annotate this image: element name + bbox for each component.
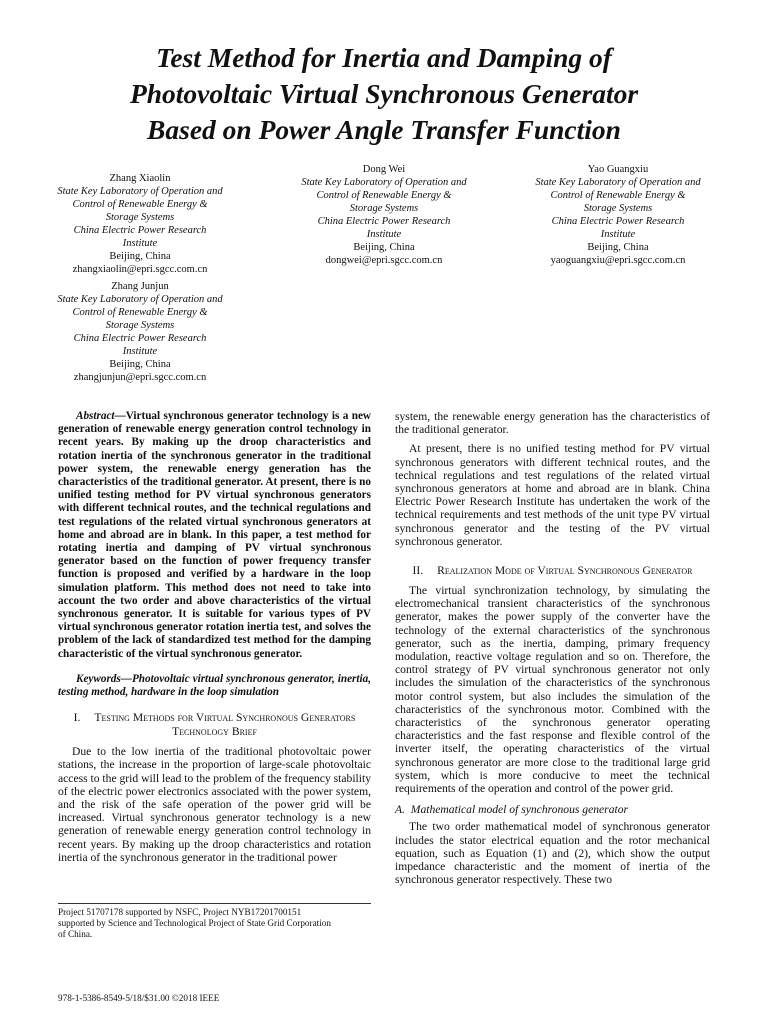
keywords-text: —Photovoltaic virtual synchronous generator, inertia, testing method, hardware in the loop simulation <box>58 672 371 699</box>
author-affiliation: China Electric Power Research <box>317 216 451 227</box>
author-affiliation: State Key Laboratory of Operation and <box>535 177 701 188</box>
author-name: Zhang Xiaolin <box>109 173 171 184</box>
left-column <box>58 410 371 870</box>
author-affiliation: Control of Renewable Energy & <box>72 199 208 210</box>
body-paragraph: system, the renewable energy generation has the characteristics of the traditional generator. <box>395 410 710 437</box>
author-city: Beijing, China <box>587 242 649 253</box>
keywords <box>58 673 371 699</box>
author-email: dongwei@epri.sgcc.com.cn <box>325 255 443 266</box>
author-city: Beijing, China <box>109 359 171 370</box>
body-paragraph: The two order mathematical model of synchronous generator includes the stator electrical equation and the rotor mechanical equation, such as Equation (1) and (2), which show the output impedance characteristic and the moment of inertia of the synchronous generator respectively. These two <box>395 820 710 887</box>
author-affiliation: Storage Systems <box>583 203 653 214</box>
subsection-label: A. <box>395 803 405 817</box>
body-paragraph: Due to the low inertia of the traditional photovoltaic power stations, the increase in the proportion of large-scale photovoltaic access to the grid will lead to the problem of the frequency stability of the electric power electronics associated with the power system, and the risk of the safe operation of the power grid will be increased. Virtual synchronous generator technology is a new generation of renewable energy generation control technology in recent years. By making up the droop characteristics and rotation inertia of the synchronous generator in the traditional power <box>58 745 371 864</box>
title-line-1: Test Method for Inertia and Damping of <box>156 42 612 73</box>
author-affiliation: Control of Renewable Energy & <box>316 190 452 201</box>
keywords-label: Keywords <box>76 672 121 685</box>
title-line-2: Photovoltaic Virtual Synchronous Generator <box>129 78 639 109</box>
section-number: I. <box>73 711 81 725</box>
copyright-line: 978-1-5386-8549-5/18/$31.00 ©2018 IEEE <box>58 993 220 1003</box>
abstract <box>58 410 371 661</box>
author-affiliation: Control of Renewable Energy & <box>72 307 208 318</box>
section-title: Realization Mode of Virtual Synchronous Generator <box>437 564 693 578</box>
subsection-title: Mathematical model of synchronous generator <box>410 803 629 817</box>
abstract-text: —Virtual synchronous generator technology is a new generation of renewable energy generation control technology in recent years. By making up the droop characteristics and rotation inertia of the synchronous generator in the traditional power system, the renewable energy generation has the characteristics of the traditional generator. At present, there is no unified testing method for PV virtual synchronous generators with different technical routes, and the technical regulations and test regulations of the related virtual synchronous generators at home and abroad are in blank. In this paper, a test method for rotating inertia and damping of PV virtual synchronous generator based on the function of power frequency transfer function is proposed and verified by a hardware in the loop simulation platform. This method does not need to take into account the two order and above characteristics of the virtual synchronous generator. It is suitable for various types of PV virtual synchronous generator rotation inertia test, and solves the problem of the lack of standardized test method for the damping characteristic of the virtual synchronous generator. <box>58 410 371 660</box>
body-paragraph: The virtual synchronization technology, by simulating the electromechanical transient characteristics of the synchronous generator, makes the power supply of the converter have the technology of the external characteristics of the synchronous generator, such as the inertia, damping, primary frequency modulation, reactive voltage regulation and so on. Therefore, the control strategy of PV virtual synchronous generator not only includes the simulation of the characteristics of the synchronous motor control system, but also includes the simulation of the characteristics of the synchronous motor. Combined with the characteristics of the synchronous generator operating characteristics and the fast response and flexible control of the inverter itself, the operating characteristics of the virtual synchronous generator are more close to the traditional large grid system, which is more conducive to meet the technical requirements of the operation and control of the power grid. <box>395 584 710 796</box>
section-heading <box>395 564 710 578</box>
author-block <box>30 172 250 276</box>
author-email: yaoguangxiu@epri.sgcc.com.cn <box>550 255 686 266</box>
author-email: zhangxiaolin@epri.sgcc.com.cn <box>72 264 208 275</box>
body-paragraph: At present, there is no unified testing method for PV virtual synchronous generators with different technical routes, and the technical regulations and test regulations of the related virtual synchronous generators at home and abroad are in blank. China Electric Power Research Institute has undertaken the work of the technical requirements and test methods of the unit type PV virtual synchronous generator and the testing of the PV virtual synchronous generator. <box>395 442 710 548</box>
abstract-label: Abstract <box>76 410 115 422</box>
footnote-line: Project 51707178 supported by NSFC, Project NYB17201700151 <box>58 907 302 917</box>
author-email: zhangjunjun@epri.sgcc.com.cn <box>73 372 207 383</box>
author-affiliation: China Electric Power Research <box>551 216 685 227</box>
author-affiliation: Institute <box>122 346 158 357</box>
author-block <box>508 163 728 267</box>
author-name: Yao Guangxiu <box>587 164 649 175</box>
section-title: Testing Methods for Virtual Synchronous Generators Technology Brief <box>94 711 356 739</box>
author-city: Beijing, China <box>353 242 415 253</box>
author-affiliation: China Electric Power Research <box>73 225 207 236</box>
author-block <box>30 280 250 384</box>
author-affiliation: Control of Renewable Energy & <box>550 190 686 201</box>
author-affiliation: Institute <box>122 238 158 249</box>
footnote-line: of China. <box>58 929 93 939</box>
author-affiliation: State Key Laboratory of Operation and <box>301 177 467 188</box>
paper-title <box>40 40 728 148</box>
author-affiliation: Institute <box>600 229 636 240</box>
subsection-heading <box>395 803 710 816</box>
author-name: Dong Wei <box>362 164 406 175</box>
author-city: Beijing, China <box>109 251 171 262</box>
author-affiliation: State Key Laboratory of Operation and <box>57 186 223 197</box>
author-affiliation: State Key Laboratory of Operation and <box>57 294 223 305</box>
author-affiliation: Storage Systems <box>105 212 175 223</box>
section-heading <box>58 711 371 739</box>
right-column <box>395 410 710 893</box>
author-affiliation: Institute <box>366 229 402 240</box>
footnote-line: supported by Science and Technological Project of State Grid Corporation <box>58 918 331 928</box>
author-block <box>274 163 494 267</box>
author-affiliation: Storage Systems <box>105 320 175 331</box>
author-name: Zhang Junjun <box>111 281 169 292</box>
title-line-3: Based on Power Angle Transfer Function <box>147 114 621 145</box>
author-affiliation: Storage Systems <box>349 203 419 214</box>
section-number: II. <box>412 564 424 578</box>
author-affiliation: China Electric Power Research <box>73 333 207 344</box>
footnote <box>58 903 371 940</box>
